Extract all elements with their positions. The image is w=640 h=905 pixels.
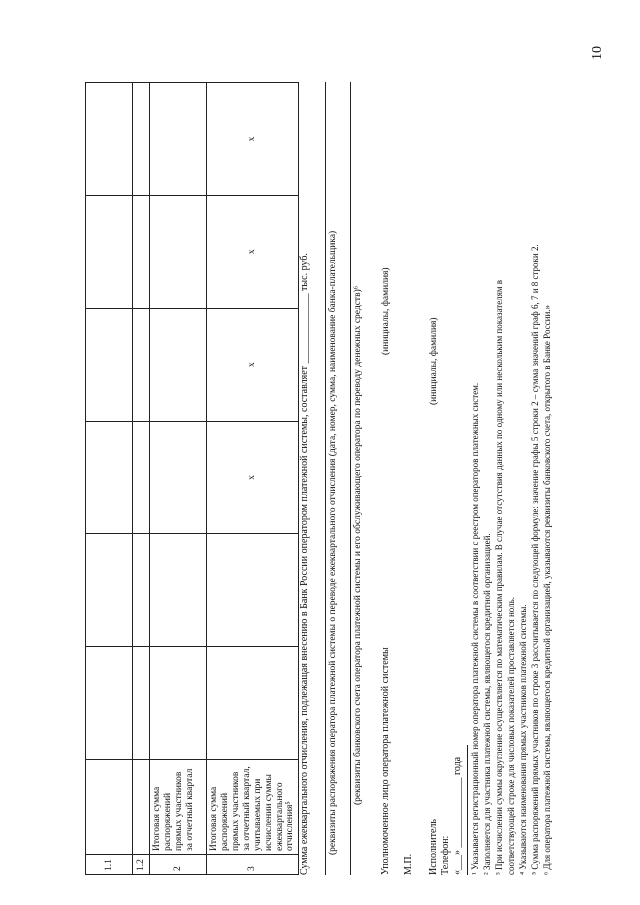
- row-number: 2: [150, 855, 207, 875]
- requisites-caption: (реквизиты распоряжения оператора платежной системы о переводе ежеквартального отчисления (дата, номер, сумма, наименование банка-плательщика): [328, 230, 338, 855]
- table-cell: [133, 308, 150, 421]
- table-cell: [150, 421, 207, 534]
- footnote: ⁵ Сумма распоряжений прямых участников по строке 3 рассчитывается по следующей формуле: значение графы 5 строки 2 – сумма значений граф 6, 7 и 8 строки 2.: [530, 244, 540, 875]
- table-cell: [150, 534, 207, 647]
- table-cell: [207, 534, 299, 647]
- footnote: соответствующей строке для числовых показателей проставляется ноль.: [506, 596, 516, 875]
- authorized-person-label: Уполномоченное лицо оператора платежной системы: [380, 647, 391, 875]
- table-cell: [86, 421, 133, 534]
- table-row: [150, 83, 207, 875]
- table-cell: [150, 83, 207, 196]
- table-cell: х: [207, 308, 299, 421]
- footnote: ⁶ Для оператора платежной системы, являющегося кредитной организацией, указываются реквизиты банковского счета, открытого в Банке России.»: [542, 304, 552, 875]
- footnote: ⁴ Указываются наименования прямых участников платежной системы.: [518, 604, 528, 875]
- table-cell: [86, 647, 133, 760]
- table-cell: х: [207, 195, 299, 308]
- table-cell: х: [207, 83, 299, 196]
- footnote: ¹ Указывается регистрационный номер оператора платежной системы в соответствии с реестром операторов платежных систем.: [470, 382, 480, 875]
- date-line: «___» ______________ года: [452, 756, 463, 875]
- footnote-separator: [467, 745, 468, 875]
- table-cell: [86, 534, 133, 647]
- initials-name-caption: (инициалы, фамилия): [381, 267, 391, 355]
- table-cell: [133, 534, 150, 647]
- page-number: 10: [590, 46, 605, 60]
- data-table: [85, 82, 299, 875]
- table-row: [133, 83, 150, 875]
- row-description: [133, 760, 150, 855]
- table-cell: [150, 647, 207, 760]
- row-description: Итоговая сумма распоряжений прямых участников за отчетный квартал: [150, 760, 207, 855]
- footnote: ³ При исчислении суммы округление осуществляется по математическим правилам. В случае отсутствия данных по одному или нескольким показателям в: [494, 279, 504, 875]
- table-cell: [133, 421, 150, 534]
- row-description: [86, 760, 133, 855]
- table-cell: [207, 647, 299, 760]
- table-cell: х: [207, 421, 299, 534]
- bank-account-caption: (реквизиты банковского счета оператора платежной системы и его обслуживающего оператора по переводу денежных средств)⁶: [353, 285, 363, 805]
- requisites-line: [325, 82, 326, 875]
- table-cell: [86, 195, 133, 308]
- table-cell: [150, 195, 207, 308]
- table-cell: [133, 195, 150, 308]
- rotated-page-content: [85, 75, 555, 875]
- table-row: [86, 83, 133, 875]
- row-number: 1.1: [86, 855, 133, 875]
- table-cell: [86, 308, 133, 421]
- executor-label: Исполнитель: [428, 819, 439, 875]
- bank-account-line: [350, 82, 351, 875]
- row-description: Итоговая сумма распоряжений прямых участников за отчетный квартал, учитываемых при исчислении суммы ежеквартального отчисления⁵: [207, 760, 299, 855]
- row-number: 3: [207, 855, 299, 875]
- initials-name-caption: (инициалы, фамилия): [429, 317, 439, 405]
- sum-line: Сумма ежеквартального отчисления, подлежащая внесению в Банк России оператором платежной системы, составляет ______________ тыс. руб.: [299, 253, 310, 875]
- table-cell: [133, 647, 150, 760]
- table-cell: [86, 83, 133, 196]
- footnote: ² Заполняется для участника платежной системы, являющегося кредитной организацией.: [482, 533, 492, 875]
- table-row: [207, 83, 299, 875]
- row-number: 1.2: [133, 855, 150, 875]
- table-cell: [133, 83, 150, 196]
- phone-label: Телефон:: [440, 835, 451, 875]
- stamp-label: М.П.: [403, 853, 414, 875]
- table-cell: [150, 308, 207, 421]
